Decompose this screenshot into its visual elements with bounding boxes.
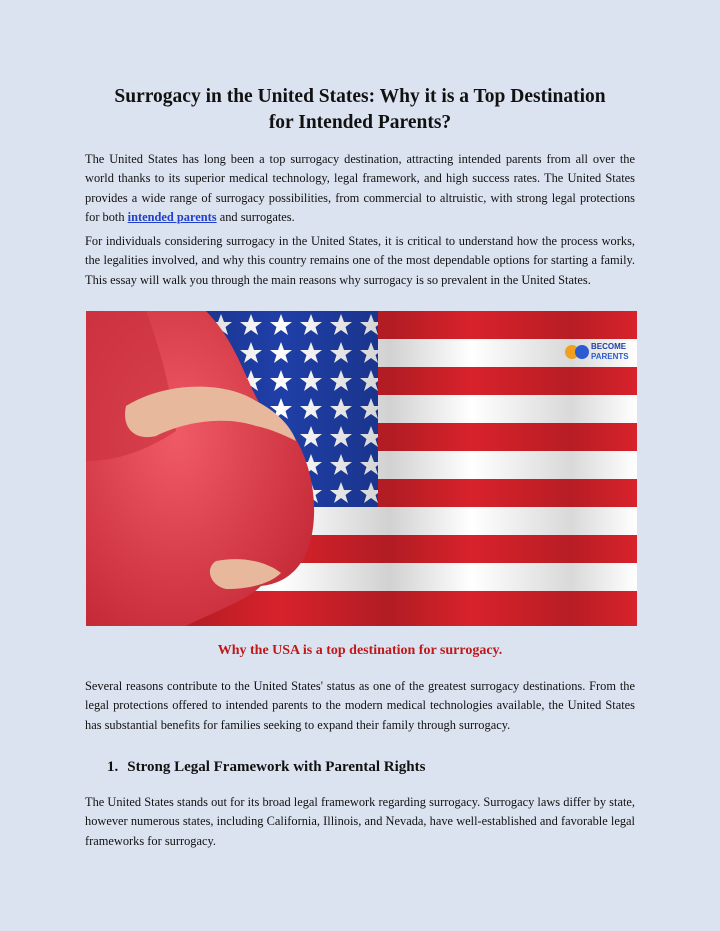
intro-paragraph [85,150,635,227]
intro-text-after-link: and surrogates. [216,209,295,224]
logo-text-line-1: BECOME [591,342,627,351]
fourth-paragraph: The United States stands out for its broad legal framework regarding surrogacy. Surrogacy laws differ by state, however numerous states, including California, Illinois, and Nevada, have well-established and favorable legal frameworks for surrogacy. [85,795,635,848]
third-paragraph: Several reasons contribute to the United States' status as one of the greatest surrogacy destinations. From the legal protections offered to intended parents to the modern medical technologies available, the United States has substantial benefits for families seeking to expand their family through surrogacy. [85,679,635,732]
flag-pregnancy-illustration [86,311,637,626]
section-heading-text: Strong Legal Framework with Parental Rights [127,759,426,775]
image-caption: Why the USA is a top destination for surrogacy. [217,643,503,658]
logo-text-line-2: PARENTS [591,352,629,361]
second-paragraph: For individuals considering surrogacy in the United States, it is critical to understand how the process works, the legalities involved, and why this country remains one of the most dependable options for starting a family. This essay will walk you through the main reasons why surrogacy is so prevalent in the United States. [85,234,635,287]
intro-text-before-link: The United States has long been a top surrogacy destination, attracting intended parents from all over the world thanks to its superior medical technology, legal framework, and high success rates. The United States provides a wide range of surrogacy possibilities, from commercial to altruistic, with strong legal protections for both [85,152,635,224]
page-title-line-2: for Intended Parents? [268,112,452,133]
hero-image [86,311,637,626]
section-heading-1 [107,759,425,776]
intended-parents-link[interactable]: intended parents [127,209,217,224]
page-title-line-1: Surrogacy in the United States: Why it is a Top Destination [114,86,606,107]
section-number: 1. [107,759,119,775]
page-title [60,84,660,136]
